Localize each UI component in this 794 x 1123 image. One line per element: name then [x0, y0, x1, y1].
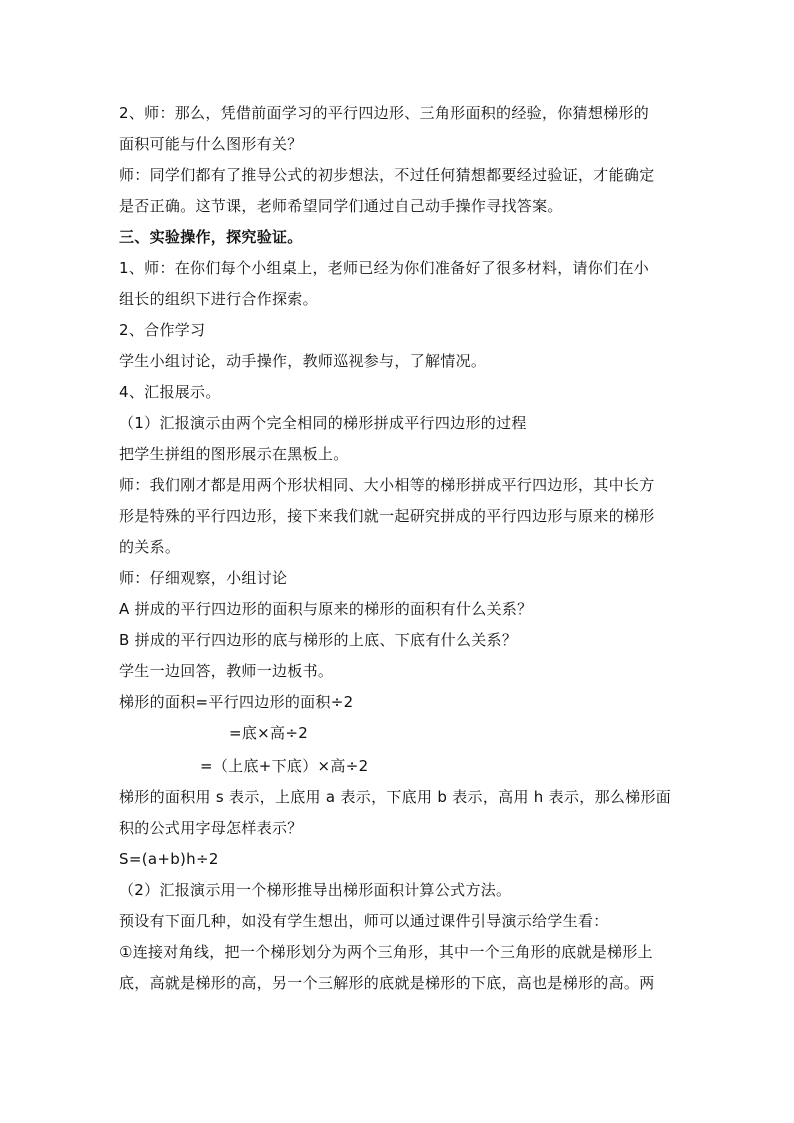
paragraph-line: 1、师：在你们每个小组桌上，老师已经为你们准备好了很多材料，请你们在小 [119, 259, 650, 277]
formula-line: 梯形的面积=平行四边形的面积÷2 [119, 693, 354, 711]
paragraph-line: 形是特殊的平行四边形，接下来我们就一起研究拼成的平行四边形与原来的梯形 [119, 507, 655, 525]
paragraph-line: B 拼成的平行四边形的底与梯形的上底、下底有什么关系？ [119, 631, 518, 649]
paragraph-line: 2、师：那么，凭借前面学习的平行四边形、三角形面积的经验，你猜想梯形的 [119, 104, 650, 122]
paragraph-line: （1）汇报演示由两个完全相同的梯形拼成平行四边形的过程 [119, 414, 527, 432]
paragraph-line: 师：仔细观察，小组讨论 [119, 569, 288, 587]
paragraph-line: 底，高就是梯形的高，另一个三解形的底就是梯形的下底，高也是梯形的高。两 [119, 974, 655, 992]
paragraph-line: 2、合作学习 [119, 321, 206, 339]
paragraph-line: （2）汇报演示用一个梯形推导出梯形面积计算公式方法。 [119, 881, 512, 899]
formula-line: =（上底+下底）×高÷2 [200, 757, 369, 775]
paragraph-line: 学生小组讨论，动手操作，教师巡视参与，了解情况。 [119, 352, 487, 370]
paragraph-line: 是否正确。这节课，老师希望同学们通过自己动手操作寻找答案。 [119, 197, 563, 215]
paragraph-line: ①连接对角线，把一个梯形划分为两个三角形，其中一个三角形的底就是梯形上 [119, 943, 653, 961]
formula-line: =底×高÷2 [229, 724, 309, 742]
paragraph-line: 学生一边回答，教师一边板书。 [119, 662, 334, 680]
section-heading: 三、实验操作，探究验证。 [119, 228, 303, 246]
paragraph-line: A 拼成的平行四边形的面积与原来的梯形的面积有什么关系？ [119, 600, 533, 618]
paragraph-line: 预设有下面几种，如没有学生想出，师可以通过课件引导演示给学生看： [119, 912, 609, 930]
paragraph-line: 把学生拼组的图形展示在黑板上。 [119, 445, 349, 463]
paragraph-line: 的关系。 [119, 538, 181, 556]
paragraph-line: 师：同学们都有了推导公式的初步想法，不过任何猜想都要经过验证，才能确定 [119, 166, 655, 184]
paragraph-line: 梯形的面积用 s 表示，上底用 a 表示，下底用 b 表示，高用 h 表示，那么梯形面 [119, 788, 672, 806]
paragraph-line: 积的公式用字母怎样表示？ [119, 819, 303, 837]
paragraph-line: 4、汇报展示。 [119, 383, 221, 401]
paragraph-line: 面积可能与什么图形有关？ [119, 135, 303, 153]
paragraph-line: 组长的组织下进行合作探索。 [119, 290, 318, 308]
formula-line: S=(a+b)h÷2 [119, 850, 219, 868]
paragraph-line: 师：我们刚才都是用两个形状相同、大小相等的梯形拼成平行四边形，其中长方 [119, 476, 655, 494]
